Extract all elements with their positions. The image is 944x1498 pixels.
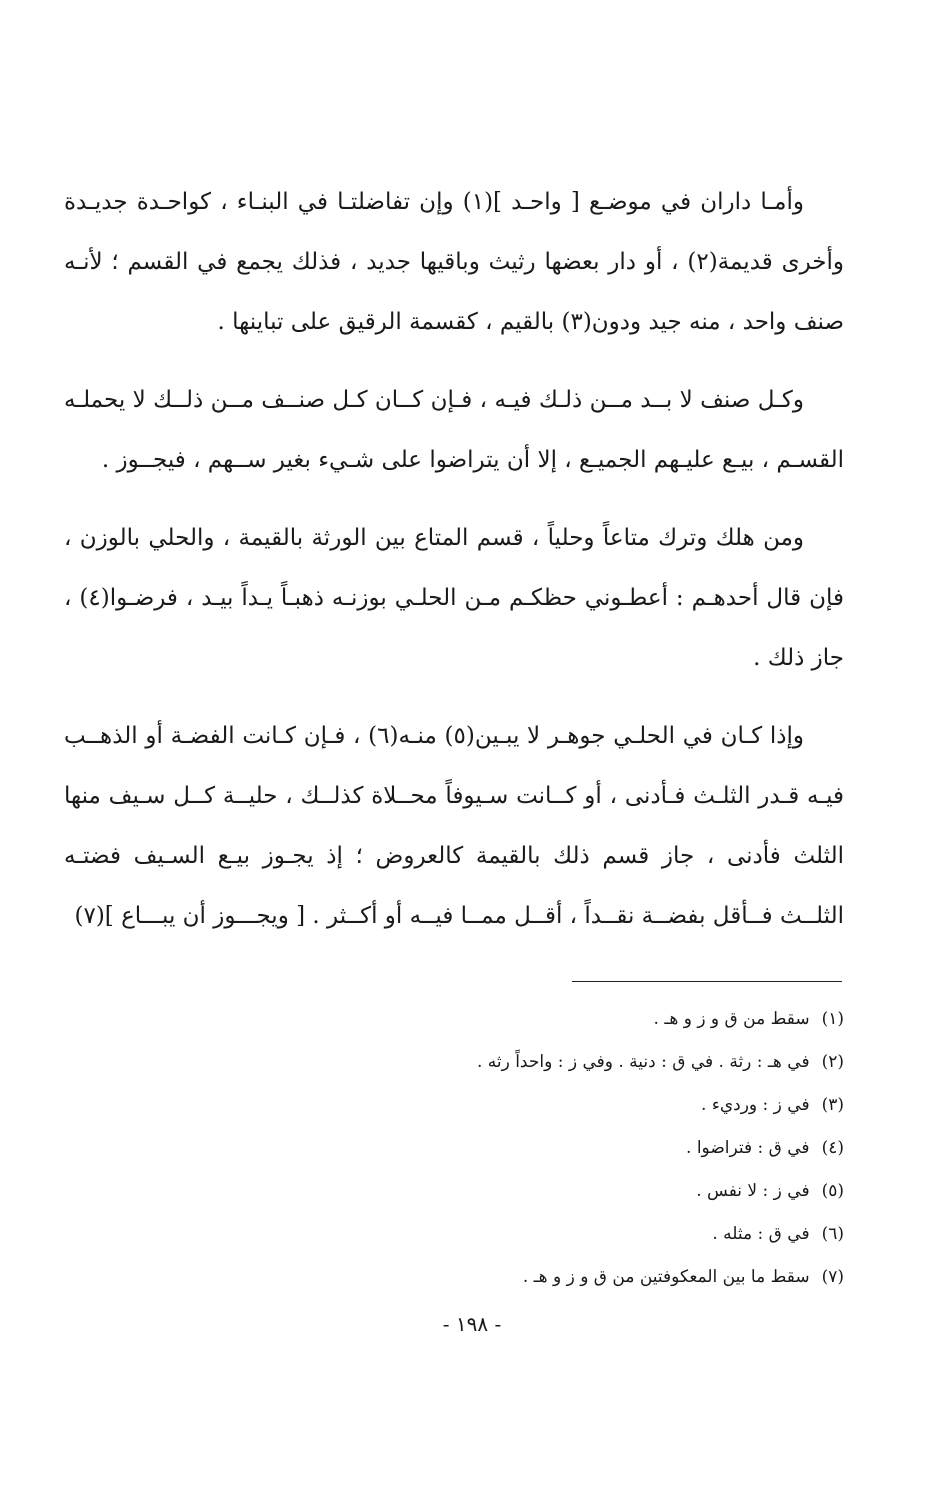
footnote-text: في ق : مثله . [712,1224,810,1244]
paragraph-2: وكـل صنف لا بــد مــن ذلـك فيـه ، فـإن كــان كـل صنــف مــن ذلــك لا يحملـه القسـم ، بيـع عليـهم الجميـع ، إلا أن يتراضوا على شـيء بغير ســهم ، فيجــوز . [64,387,844,473]
footnote-2 [244,1041,844,1084]
footnote-text: سقط ما بين المعكوفتين من ق و ز و هـ . [522,1267,810,1287]
footnotes [244,998,844,1299]
footnote-4 [244,1127,844,1170]
paragraph-1: وأمـا داران في موضـع [ واحـد ](١) وإن تفاضلتـا في البنـاء ، كواحـدة جديـدة وأخرى قديمة(٢) ، أو دار بعضها رثيث وباقيها جديد ، فذلك يجمع في القسم ؛ لأنـه صنف واحد ، منه جيد ودون(٣) بالقيم ، كقسمة الرقيق على تباينها . [64,189,844,335]
footnote-3 [244,1084,844,1127]
footnote-text: في ق : فتراضوا . [686,1138,810,1158]
footnote-number: (٥) [821,1181,844,1201]
footnote-6 [244,1213,844,1256]
paragraph-4: وإذا كـان في الحلـي جوهـر لا يبـين(٥) منـه(٦) ، فـإن كـانت الفضـة أو الذهــب فيـه قـدر الثلـث فـأدنى ، أو كــانت سـيوفاً محــلاة كذلــك ، حليــة كــل سـيف منها الثلث فأدنى ، جاز قسم ذلك بالقيمة كالعروض ؛ إذ يجـوز بيـع السـيف فضتـه الثلــث فــأقل بفضــة نقــداً ، أقــل ممــا فيــه أو أكــثر . [ ويجـــوز أن يبـــاع ](٧) [64,723,844,929]
footnote-number: (٤) [821,1138,844,1158]
footnote-number: (٣) [821,1095,844,1115]
footnote-separator [572,981,842,982]
main-text [64,172,844,964]
footnote-1 [244,998,844,1041]
footnote-5 [244,1170,844,1213]
paragraph-3: ومن هلك وترك متاعاً وحلياً ، قسم المتاع بين الورثة بالقيمة ، والحلي بالوزن ، فإن قال أحدهـم : أعطـوني حظكـم مـن الحلـي بوزنـه ذهبـاً يـداً بيـد ، فرضـوا(٤) ، جاز ذلك . [64,525,844,671]
footnote-text: في هـ : رثة . في ق : دنية . وفي ز : واحداً رثه . [476,1052,810,1072]
footnote-number: (١) [821,1009,844,1029]
footnote-number: (٢) [821,1052,844,1072]
footnote-7 [244,1256,844,1299]
footnote-text: في ز : ورديء . [701,1095,810,1115]
footnote-text: في ز : لا نفس . [696,1181,810,1201]
page-number: - ١٩٨ - [442,1312,502,1336]
footnote-number: (٦) [821,1224,844,1244]
footnote-text: سقط من ق و ز و هـ . [653,1009,810,1029]
footnote-number: (٧) [821,1267,844,1287]
